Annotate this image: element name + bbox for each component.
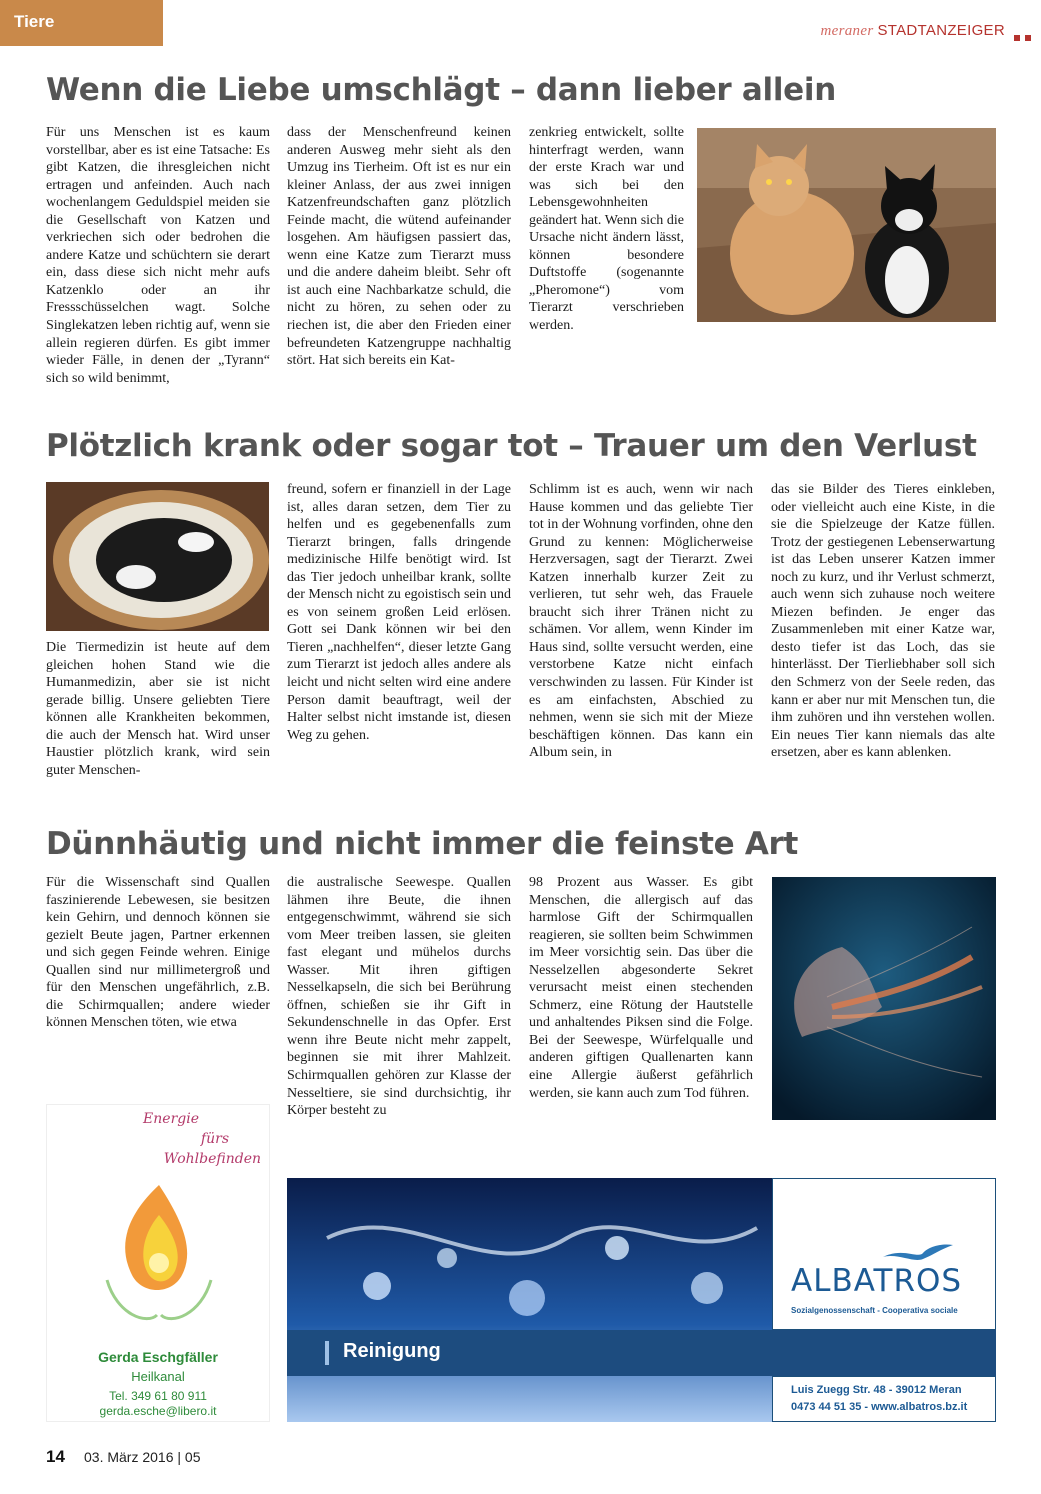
article-2-headline: Plötzlich krank oder sogar tot – Trauer um den Verlust: [46, 428, 977, 464]
issue-date: 03. März 2016 | 05: [84, 1449, 201, 1465]
page-number: 14: [46, 1447, 65, 1466]
albatros-ad: [287, 1178, 996, 1422]
healer-email: gerda.esche@libero.it: [99, 1404, 217, 1418]
cats-photo: [697, 128, 996, 322]
article-3-headline: Dünnhäutig und nicht immer die feinste Art: [46, 826, 799, 862]
albatros-bird-icon: [883, 1241, 953, 1263]
healer-slogan-2: fürs: [200, 1131, 229, 1147]
article-2-column-1: Die Tiermedizin ist heute auf dem gleichen hohen Stand wie die Humanmedizin, aber sie ist nicht gerade billig. Unsere geliebten Tiere können alle Krankheiten bekommen, die auch der Mensch hat. Wird unser Haustier plötzlich krank, wird sein guter Menschen-: [46, 640, 270, 778]
section-label: Tiere: [0, 0, 163, 46]
article-2-column-2: freund, sofern er finanziell in der Lage ist, alles daran setzen, dem Tier zu helfen und es gegebenenfalls zum Tierarzt bringen, falls dringende medizinische Hilfe benötigt wird. Ist das Tier jedoch unheilbar krank, sollte der Mensch nicht zu egoistisch sein und es von seinem großen Leid erlösen. Gott sei Dank können wir bei den Tieren „nachhelfen“, dieser letzte Gang zum Tierarzt ist jedoch alles andere als leicht und nicht selten wird eine andere Person damit beauftragt, weil der Halter selbst nicht imstande ist, diesen Weg zu gehen.: [287, 482, 511, 743]
masthead-light: meraner: [820, 23, 874, 39]
albatros-logo-box: [772, 1178, 996, 1330]
service-mark-icon: [325, 1341, 329, 1365]
article-1-column-1: Für uns Menschen ist es kaum vorstellbar, aber es ist eine Tatsache: Es gibt Katzen, die ihresgleichen nicht ertragen und anfeinden. Auch nach wochenlangem Geduldspiel meiden sie die Gesellschaft von Katzen und verkriechen sich oder bedrohen die andere Katze und schüchtern sie derart ein, dass diese sich nicht mehr aufs Katzenklo oder an ihr Fressschüsselchen wagt. Solche Singlekatzen leben richtig auf, wenn sie allein regieren dürfen. Es gibt immer wieder Fälle, in denen der „Tyrann“ sich so wild benimmt,: [46, 125, 270, 386]
albatros-subtitle: Sozialgenossenschaft - Cooperativa sociale: [791, 1306, 958, 1315]
article-3-column-3: 98 Prozent aus Wasser. Es gibt Menschen, die allergisch auf das harmlose Gift der Schirmquallen reagieren, sie sollten beim Schwimmen im Meer vorsichtig sein. Das über die Nesselzellen abgesonderte Sekret verursacht meist einen stechenden Schmerz, eine Rötung der Hautstelle und anhaltendes Piksen sind die Folge. Bei der Seewespe, Würfelqualle und anderen giftigen Quallenarten kann eine Allergie äußerst gefährlich werden, sie kann auch zum Tod führen.: [529, 875, 753, 1101]
article-1-column-3: zenkrieg entwickelt, sollte hinterfragt werden, wann der erste Krach war und was sich bei den Lebensgewohnheiten geändert hat. Wenn sich die Ursache nicht ändern lässt, können besondere Duftstoffe (sogenannte „Pheromone“) vom Tierarzt verschrieben werden.: [529, 125, 684, 334]
albatros-address-box: [772, 1376, 996, 1422]
healer-title: Heilkanal: [131, 1369, 185, 1384]
healer-flame-logo: [87, 1175, 227, 1335]
article-3-column-2: die australische Seewespe. Quallen lähmen ihre Beute, die ihnen entgegenschwimmt, während sie sich vom Meer treiben lassen, sie gleiten fast elegant und mühelos durchs Wasser. Mit ihren giftigen Nesselkapseln, die sich bei Berührung öffnen, schießen sie ihr Gift in Sekundenschnelle in das Opfer. Erst wenn ihre Beute nicht mehr zappelt, beginnen sie mit ihrer Mahlzeit. Schirmquallen gehören zur Klasse der Nesseltiere, sie sind durchsichtig, ihr Körper besteht zu: [287, 875, 511, 1119]
healer-phone: Tel. 349 61 80 911: [109, 1389, 207, 1403]
masthead-dots: [1009, 28, 1031, 46]
masthead-bold: STADTANZEIGER: [877, 22, 1005, 39]
article-1-column-2: dass der Menschenfreund keinen anderen Ausweg mehr sieht als den Umzug ins Tierheim. Oft ist es nur ein kleiner Anlass, der aus zwei innigen Katzenfreundschaften ganz plötzlich Feinde macht, die wütend aufeinander losgehen. Am häufigsen passiert das, wenn eine Katze zum Tierarzt muss und die andere daheim bleibt. Sehr oft ist auch eine Nachbarkatze schuld, die nicht zu hören, zu sehen oder zu riechen ist, die aber den Frieden einer befreundeten Katzengruppe nachhaltig stört. Hat sich bereits ein Kat-: [287, 125, 511, 369]
albatros-service: Reinigung: [343, 1340, 441, 1362]
jellyfish-photo: [772, 877, 996, 1120]
albatros-address: Luis Zuegg Str. 48 - 39012 Meran: [791, 1384, 962, 1396]
albatros-brand: ALBATROS: [791, 1263, 963, 1299]
healer-slogan-1: Energie: [143, 1111, 199, 1127]
article-3-column-1: Für die Wissenschaft sind Quallen faszinierende Lebewesen, sie besitzen kein Gehirn, und dennoch können sie gezielt Beute jagen, Partner erkennen und sich gegen Feinde wehren. Einige Quallen sind nur millimetergroß und für den Menschen ungefährlich, z.B. die Schirmquallen; andere wieder können Menschen töten, wie etwa: [46, 875, 270, 1031]
albatros-contact: 0473 44 51 35 - www.albatros.bz.it: [791, 1401, 968, 1413]
healer-ad: [46, 1104, 270, 1422]
publication-masthead: [821, 22, 1005, 40]
article-1-headline: Wenn die Liebe umschlägt – dann lieber allein: [46, 72, 837, 108]
albatros-service-band: [287, 1330, 996, 1376]
sleeping-cat-photo: [46, 482, 269, 631]
article-2-column-4: das sie Bilder des Tieres einkleben, oder vielleicht auch eine Kiste, in die sie die Spielzeuge der Katze füllen. Trotz der gestiegenen Lebenserwartung ist das Leben unserer Katzen immer noch zu kurz, und ihr Verlust schmerzt, auch wenn sich zuhause noch weitere Miezen befinden. Je enger das Zusammenleben mit einer Katze war, desto tiefer ist das Loch, das sie hinterlässt. Der Tierliebhaber soll sich den Schmerz von der Seele reden, das kann er aber nur mit Menschen tun, die ihm zuhören und ihn verstehen wollen. Ein neues Tier kann niemals das alte ersetzen, aber es kann ablenken.: [771, 482, 995, 761]
healer-name: Gerda Eschgfäller: [98, 1349, 218, 1365]
healer-slogan-3: Wohlbefinden: [163, 1151, 261, 1167]
water-splash-photo: [287, 1178, 772, 1422]
article-2-column-3: Schlimm ist es auch, wenn wir nach Hause kommen und das geliebte Tier tot in der Wohnung vorfinden, ohne den Grund zu kennen: Möglicherweise Herzversagen, sagt der Tierarzt. Zwei Katzen innerhalb kurzer Zeit zu verlieren, tut sehr weh, das Frauele braucht sich ihrer Tränen nicht zu schämen. Vor allem, wenn Kinder im Haus sind, sollte versucht werden, eine verstorbene Katze nicht einfach verschwinden zu lassen. Für Kinder ist es am einfachsten, Abschied zu nehmen, wenn sie sich mit der Mieze beschäftigen können. Das kann ein Album sein, in: [529, 482, 753, 761]
